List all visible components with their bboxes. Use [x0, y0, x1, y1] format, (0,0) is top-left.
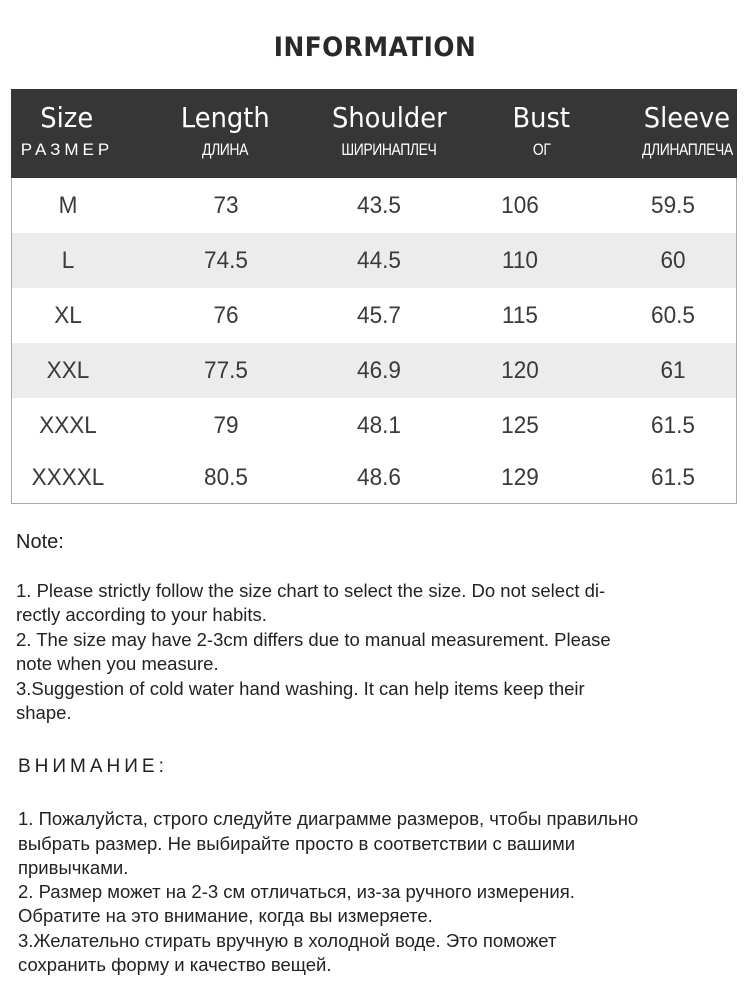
table-row	[12, 453, 736, 503]
note-line: note when you measure.	[16, 653, 219, 674]
note-line: 3.Suggestion of cold water hand washing. It can help items keep their	[16, 677, 585, 699]
cell-sleeve: 61.5	[651, 464, 695, 491]
cell-size: L	[61, 246, 75, 274]
table-row	[12, 398, 736, 453]
page-title: INFORMATION	[273, 32, 477, 63]
table-row	[12, 178, 736, 233]
cell-length: 79	[213, 411, 239, 439]
cell-bust: 120	[501, 356, 539, 384]
note-line: 3.Желательно стирать вручную в холодной воде. Это поможет	[18, 929, 557, 951]
header-length	[123, 89, 327, 178]
header-label-en: Size	[40, 101, 94, 134]
header-label-ru: ШИРИНАПЛЕЧ	[341, 140, 437, 159]
note-line: 1. Пожалуйста, строго следуйте диаграмме размеров, чтобы правильно	[18, 808, 639, 830]
note-line: выбрать размер. Не выбирайте просто в соответствии с вашими	[18, 832, 576, 854]
note-line: привычками.	[18, 856, 129, 878]
cell-sleeve: 60	[660, 246, 686, 274]
cell-shoulder: 48.6	[357, 464, 401, 491]
header-label-ru: ДЛИНА	[202, 140, 248, 159]
cell-size: M	[58, 191, 78, 219]
table-row	[12, 343, 736, 398]
note-line: 2. The size may have 2-3cm differs due to manual measurement. Please	[16, 628, 611, 650]
cell-bust: 106	[501, 191, 539, 219]
note-line: 1. Please strictly follow the size chart to select the size. Do not select di-	[16, 579, 606, 601]
header-size	[11, 89, 123, 178]
cell-size: XXXL	[39, 411, 97, 439]
cell-shoulder: 48.1	[357, 411, 401, 439]
header-label-ru: ОГ	[532, 140, 551, 159]
note-line: rectly according to your habits.	[16, 604, 267, 625]
cell-length: 76	[213, 301, 239, 329]
cell-sleeve: 61	[660, 356, 686, 384]
table-row	[12, 288, 736, 343]
header-label-en: Sleeve	[643, 101, 731, 134]
table-row	[12, 233, 736, 288]
table-header	[11, 89, 737, 178]
cell-sleeve: 60.5	[651, 301, 695, 329]
cell-shoulder: 45.7	[357, 301, 401, 329]
header-bust	[452, 89, 632, 178]
cell-length: 80.5	[204, 464, 248, 491]
cell-size: XXXXL	[31, 464, 105, 491]
cell-length: 74.5	[204, 246, 248, 274]
notes-heading: Note:	[16, 531, 64, 553]
cell-size: XXL	[46, 356, 90, 384]
header-label-ru: ДЛИНАПЛЕЧА	[641, 140, 733, 159]
header-sleeve	[632, 89, 743, 178]
cell-size: XL	[54, 301, 82, 329]
cell-length: 73	[213, 191, 239, 219]
cell-shoulder: 44.5	[357, 246, 401, 274]
notes-russian	[18, 755, 738, 977]
header-shoulder	[327, 89, 452, 178]
note-line: сохранить форму и качество вещей.	[18, 954, 332, 976]
notes-heading: ВНИМАНИЕ:	[18, 756, 168, 777]
note-line: shape.	[16, 702, 72, 723]
cell-bust: 125	[501, 411, 539, 439]
cell-sleeve: 59.5	[651, 191, 695, 219]
notes-english	[16, 530, 736, 726]
header-label-en: Shoulder	[331, 101, 447, 134]
header-label-ru: РАЗМЕР	[20, 140, 114, 159]
header-label-en: Bust	[512, 101, 571, 134]
cell-length: 77.5	[204, 356, 248, 384]
cell-bust: 129	[501, 464, 539, 491]
size-chart-table	[11, 89, 737, 504]
note-line: 2. Размер может на 2-3 см отличаться, из-за ручного измерения.	[18, 881, 575, 903]
header-label-en: Length	[180, 101, 270, 134]
note-line: Обратите на это внимание, когда вы измеряете.	[18, 905, 433, 927]
cell-shoulder: 43.5	[357, 191, 401, 219]
cell-bust: 110	[502, 246, 538, 274]
cell-sleeve: 61.5	[651, 411, 695, 439]
cell-shoulder: 46.9	[357, 356, 401, 384]
cell-bust: 115	[502, 301, 538, 329]
